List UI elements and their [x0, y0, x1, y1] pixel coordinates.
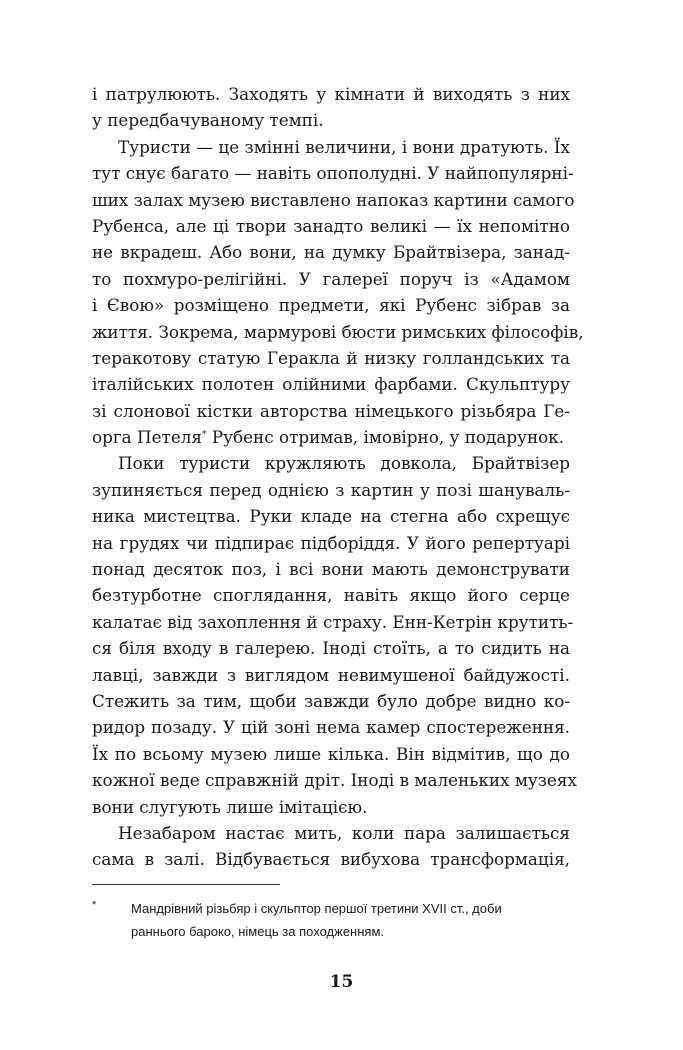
text-line	[92, 635, 570, 661]
text-line	[92, 503, 570, 529]
text-segment: ся біля входу в галерею. Іноді стоїть, а то сидить на	[92, 638, 570, 659]
footnote-line: Мандрівний різьбяр і скульптор першої третини XVII ст., доби	[131, 901, 502, 916]
text-segment: ника мистецтва. Руки кладе на стегна або схрещує	[92, 506, 570, 527]
text-segment: лавці, завжди з виглядом невимушеної байдужості.	[92, 664, 570, 685]
text-line	[92, 187, 575, 213]
footnote	[92, 897, 570, 943]
text-segment: то похмуро-релігійні. У галереї поруч із «Адамом	[92, 268, 570, 289]
text-line	[92, 820, 570, 846]
text-segment: ридор позаду. У цій зоні нема камер спостереження.	[92, 717, 570, 738]
text-segment: Стежить за тим, щоби завжди було добре видно ко-	[92, 690, 570, 711]
text-line	[92, 609, 574, 635]
text-segment: на грудях чи підпирає підборіддя. У його репертуарі	[92, 532, 570, 553]
text-line	[92, 424, 570, 450]
text-segment: Поки туристи кружляють довкола, Брайтвізер	[118, 453, 570, 474]
text-line	[92, 846, 570, 872]
footnote-marker: *	[92, 899, 97, 911]
text-segment: у передбачуваному темпі.	[92, 110, 324, 131]
text-line	[92, 714, 570, 740]
text-segment: Туристи — це змінні величини, і вони дратують. Їх	[118, 136, 570, 157]
text-line	[92, 688, 570, 714]
text-segment: італійських полотен олійними фарбами. Скульптуру	[92, 374, 570, 395]
text-line	[92, 81, 570, 107]
text-segment: кожної веде справжній дріт. Іноді в маленьких музеях	[92, 770, 577, 791]
text-line	[92, 794, 570, 820]
text-segment: тут снує багато — навіть опополудні. У найпопулярні-	[92, 163, 574, 184]
text-segment: Незабаром настає мить, коли пара залишається	[118, 822, 570, 843]
text-line	[92, 266, 570, 292]
text-line	[92, 239, 570, 265]
text-line	[92, 582, 570, 608]
text-segment: вони слугують лише імітацією.	[92, 796, 368, 817]
text-segment: Їх по всьому музею лише кілька. Він відмітив, що до	[92, 743, 570, 764]
text-segment: життя. Зокрема, мармурові бюсти римських філософів,	[92, 321, 584, 342]
text-segment: ших залах музею виставлено напоказ картини самого	[92, 189, 575, 210]
text-line	[92, 107, 570, 133]
text-segment: не вкрадеш. Або вони, на думку Брайтвізера, занад-	[92, 242, 570, 263]
text-line	[92, 160, 574, 186]
body-text	[92, 81, 584, 873]
text-line	[92, 371, 570, 397]
text-segment: калатає від захоплення й страху. Енн-Кетрін крутить-	[92, 611, 574, 632]
text-line	[92, 767, 577, 793]
text-segment: і Євою» розміщено предмети, які Рубенс зібрав за	[92, 295, 570, 316]
text-segment: понад десяток поз, і всі вони мають демонструвати	[92, 559, 570, 580]
text-segment: і патрулюють. Заходять у кімнати й виходять з них	[92, 84, 570, 104]
text-segment: орга Петеля	[92, 427, 203, 448]
page-number: 15	[329, 972, 354, 992]
text-segment: теракотову статую Геракла й низку голландських та	[92, 347, 570, 368]
text-line	[92, 319, 584, 345]
text-line	[92, 213, 570, 239]
text-line	[92, 530, 570, 556]
text-line	[92, 477, 570, 503]
text-line	[92, 292, 570, 318]
text-line	[92, 662, 570, 688]
text-segment: Рубенс отримав, імовірно, у подарунок.	[206, 427, 565, 448]
text-segment: безтурботне споглядання, навіть якщо його серце	[92, 585, 570, 606]
text-line	[92, 556, 570, 582]
text-segment: зупиняється перед однією з картин у позі шануваль-	[92, 479, 570, 500]
footnote-line: раннього бароко, німець за походженням.	[131, 924, 384, 939]
text-line	[92, 450, 570, 476]
text-line	[92, 345, 570, 371]
footnote-reference: *	[202, 430, 207, 441]
text-line	[92, 741, 570, 767]
text-line	[92, 134, 570, 160]
footnote-separator	[92, 884, 280, 885]
text-line	[92, 398, 570, 424]
text-segment: зі слонової кістки авторства німецького різьбяра Ге-	[92, 400, 570, 421]
text-segment: Рубенса, але ці твори занадто великі — їх непомітно	[92, 215, 570, 236]
text-segment: сама в залі. Відбувається вибухова трансформація,	[92, 849, 570, 870]
